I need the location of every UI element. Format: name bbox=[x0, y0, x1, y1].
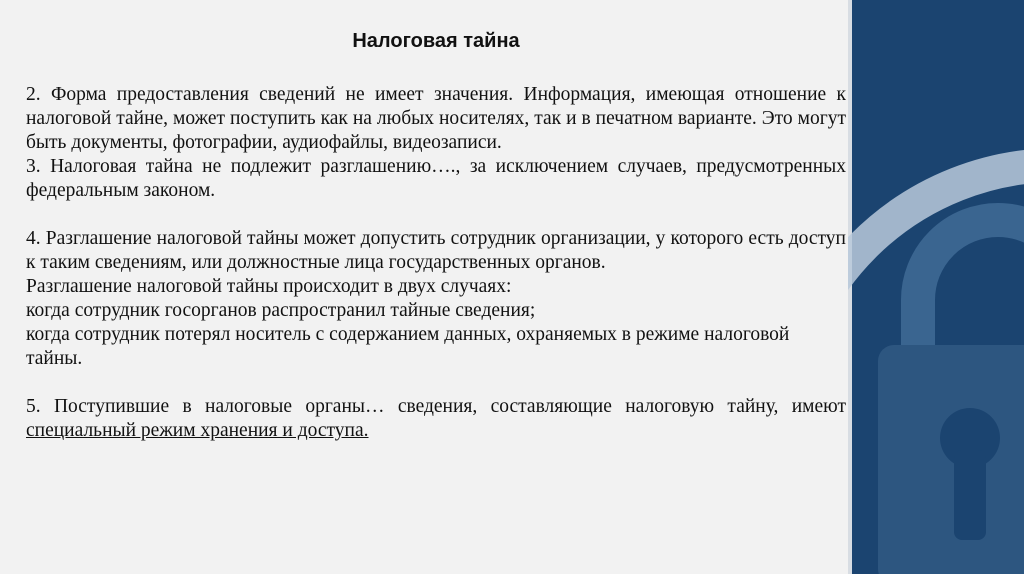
paragraph-4-case-2: когда сотрудник потерял носитель с содержанием данных, охраняемых в режиме налоговой тайны. bbox=[26, 324, 790, 369]
paragraph-3: 3. Налоговая тайна не подлежит разглашению…., за исключением случаев, предусмотренных федеральным законом. bbox=[26, 156, 846, 201]
paragraph-4-cases: Разглашение налоговой тайны происходит в двух случаях: bbox=[26, 276, 512, 297]
paragraph-5 bbox=[26, 395, 846, 443]
paragraph-4: 4. Разглашение налоговой тайны может допустить сотрудник организации, у которого есть доступ к таким сведениям, или должностные лица государственных органов. bbox=[26, 228, 846, 273]
paragraph-gap bbox=[26, 203, 846, 227]
paragraph-2: 2. Форма предоставления сведений не имеет значения. Информация, имеющая отношение к налоговой тайне, может поступить как на любых носителях, так и в печатном варианте. Это могут быть документы, фотографии, аудиофайлы, видеозаписи. bbox=[26, 84, 846, 153]
paragraph-5-text: 5. Поступившие в налоговые органы… сведения, составляющие налоговую тайну, имеют bbox=[26, 396, 846, 417]
paragraph-5-underlined-text: специальный режим хранения и доступа. bbox=[26, 420, 369, 441]
paragraph-4-case-1: когда сотрудник госорганов распространил тайные сведения; bbox=[26, 300, 536, 321]
paragraph-gap bbox=[26, 371, 846, 395]
decorative-side-panel bbox=[848, 0, 1024, 574]
slide-title: Налоговая тайна bbox=[352, 30, 520, 52]
padlock-icon bbox=[848, 0, 1024, 574]
slide-content bbox=[26, 22, 846, 443]
